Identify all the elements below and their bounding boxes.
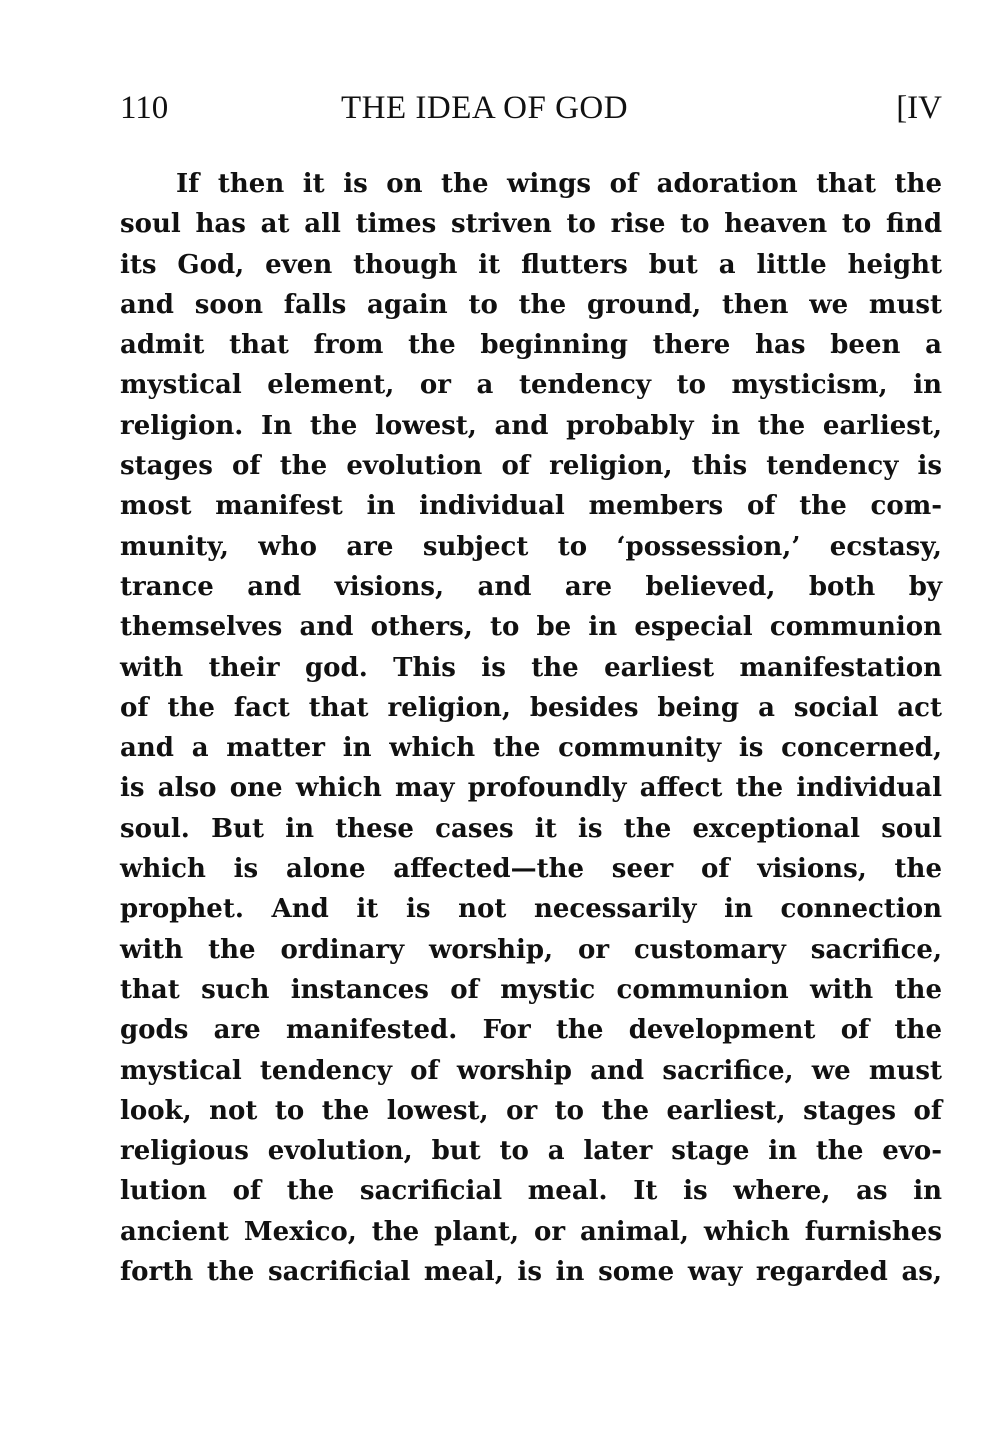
text-line: is also one which may profoundly affect the individual [120, 773, 942, 804]
text-line: prophet. And it is not necessarily in connection [120, 894, 942, 925]
text-line: ancient Mexico, the plant, or animal, which furnishes [120, 1216, 942, 1247]
running-header [120, 86, 942, 130]
text-line: its God, even though it flutters but a little height [120, 249, 942, 280]
text-line: soul has at all times striven to rise to heaven to find [120, 209, 942, 240]
chapter-marker: [IV [896, 90, 942, 126]
book-title: THE IDEA OF GOD [341, 90, 629, 126]
text-line: forth the sacrificial meal, is in some way regarded as, [120, 1257, 942, 1288]
page-number: 110 [120, 90, 169, 126]
text-line: of the fact that religion, besides being a social act [120, 692, 942, 723]
body-paragraph [120, 164, 942, 1292]
text-line: religious evolution, but to a later stage in the evo- [120, 1136, 942, 1167]
text-line: which is alone affected—the seer of visions, the [120, 854, 942, 885]
text-line: admit that from the beginning there has been a [120, 330, 942, 361]
text-line: themselves and others, to be in especial communion [120, 612, 942, 643]
text-line: If then it is on the wings of adoration that the [176, 169, 942, 199]
text-line: and a matter in which the community is concerned, [120, 733, 942, 764]
text-line: gods are manifested. For the development of the [120, 1015, 942, 1046]
text-line: religion. In the lowest, and probably in the earliest, [120, 410, 942, 441]
text-line: look, not to the lowest, or to the earliest, stages of [120, 1095, 942, 1126]
text-line: stages of the evolution of religion, this tendency is [120, 451, 942, 482]
text-line: that such instances of mystic communion with the [120, 974, 942, 1005]
text-line: mystical element, or a tendency to mysticism, in [120, 370, 942, 401]
text-line: trance and visions, and are believed, both by [120, 571, 942, 602]
text-line: and soon falls again to the ground, then we must [120, 289, 942, 320]
text-line: with their god. This is the earliest manifestation [120, 652, 942, 683]
text-line: munity, who are subject to ‘possession,’ ecstasy, [120, 531, 942, 562]
text-line: soul. But in these cases it is the exceptional soul [120, 813, 942, 844]
text-line: with the ordinary worship, or customary sacrifice, [120, 934, 942, 965]
text-line: mystical tendency of worship and sacrifice, we must [120, 1055, 942, 1086]
text-line: most manifest in individual members of the com- [120, 491, 942, 522]
text-line: lution of the sacrificial meal. It is where, as in [120, 1176, 942, 1207]
